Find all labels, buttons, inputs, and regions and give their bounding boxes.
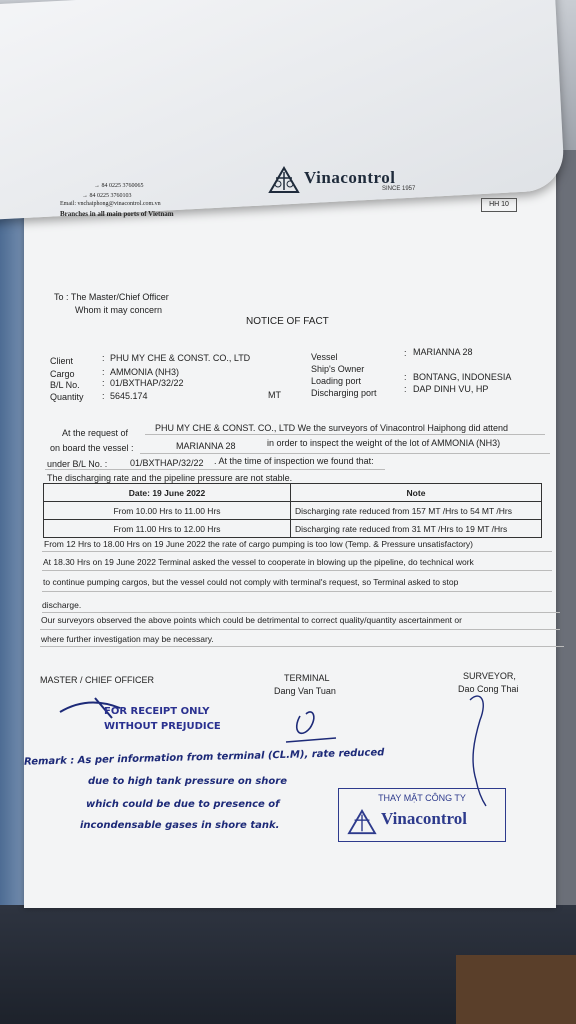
table-cell-time: From 10.00 Hrs to 11.00 Hrs bbox=[44, 502, 291, 520]
table-cell-time: From 11.00 Hrs to 12.00 Hrs bbox=[44, 520, 291, 538]
company-stamp-title: THAY MẶT CÔNG TY bbox=[378, 793, 466, 803]
terminal-signature bbox=[286, 712, 336, 742]
vessel-value: MARIANNA 28 bbox=[413, 347, 473, 357]
cargo-label: Cargo bbox=[50, 369, 75, 379]
contact-fax: → 84 0225 3760103 bbox=[82, 193, 132, 199]
to-line: To : The Master/Chief Officer bbox=[54, 292, 169, 302]
remark-line1: Remark : As per information from terminal (CL.M), rate reduced bbox=[23, 747, 385, 768]
concern-line: Whom it may concern bbox=[75, 305, 163, 315]
table-header-note: Note bbox=[291, 484, 542, 502]
cargo-value: AMMONIA (NH3) bbox=[110, 367, 180, 377]
vessel-label: Vessel bbox=[311, 352, 338, 362]
quantity-unit: MT bbox=[268, 390, 281, 400]
receipt-stamp-line2: WITHOUT PREJUDICE bbox=[104, 721, 221, 732]
signature-terminal: TERMINAL bbox=[284, 673, 330, 683]
body-line1-b: PHU MY CHE & CONST. CO., LTD We the surveyors of Vinacontrol Haiphong did attend bbox=[155, 423, 508, 433]
bl-label: B/L No. bbox=[50, 380, 80, 390]
company-stamp-name: Vinacontrol bbox=[381, 809, 467, 828]
signature-surveyor: SURVEYOR, bbox=[463, 671, 516, 681]
bl-sep: : bbox=[102, 378, 105, 388]
body-line3-a: under B/L No. : bbox=[47, 459, 108, 469]
body-line2-c: in order to inspect the weight of the lot of AMMONIA (NH3) bbox=[267, 438, 501, 448]
loading-sep: : bbox=[404, 372, 407, 382]
body-line3-c: . At the time of inspection we found that: bbox=[214, 456, 374, 466]
document-title: NOTICE OF FACT bbox=[246, 316, 329, 327]
receipt-stamp-line1: FOR RECEIPT ONLY bbox=[104, 706, 210, 717]
company-stamp bbox=[338, 788, 506, 842]
loading-value: BONTANG, INDONESIA bbox=[413, 372, 512, 382]
client-label: Client bbox=[50, 356, 74, 366]
after-p4: discharge. bbox=[42, 600, 82, 610]
client-value-sep: : bbox=[102, 353, 105, 363]
remark-line2: due to high tank pressure on shore bbox=[88, 776, 287, 787]
after-p6: where further investigation may be necessary. bbox=[41, 634, 214, 644]
quantity-label: Quantity bbox=[50, 392, 84, 402]
client-value: PHU MY CHE & CONST. CO., LTD bbox=[110, 353, 251, 363]
body-line1-a: At the request of bbox=[62, 428, 129, 438]
owner-label: Ship's Owner bbox=[311, 364, 365, 374]
logo-since: SINCE 1957 bbox=[382, 186, 416, 192]
signature-surveyor-name: Dao Cong Thai bbox=[458, 684, 519, 694]
remark-line4: incondensable gases in shore tank. bbox=[80, 820, 280, 831]
body-line4: The discharging rate and the pipeline pressure are not stable. bbox=[47, 473, 293, 483]
discharging-value: DAP DINH VU, HP bbox=[413, 384, 489, 394]
contact-email: Email: vnchaiphong@vinacontrol.com.vn bbox=[60, 201, 161, 207]
remark-line3: which could be due to presence of bbox=[86, 799, 280, 810]
form-code-box: HH 10 bbox=[481, 198, 517, 212]
discharging-sep: : bbox=[404, 384, 407, 394]
vessel-sep: : bbox=[404, 348, 407, 358]
cargo-sep: : bbox=[102, 367, 105, 377]
signature-master: MASTER / CHIEF OFFICER bbox=[40, 675, 155, 685]
after-p5: Our surveyors observed the above points which could be detrimental to correct quality/quantity ascertainment or bbox=[41, 615, 462, 625]
body-line2-a: on board the vessel : bbox=[50, 443, 134, 453]
after-p3: to continue pumping cargos, but the vessel could not comply with terminal's request, so Terminal asked to stop bbox=[43, 577, 459, 587]
quantity-value: 5645.174 bbox=[110, 391, 148, 401]
balance-scale-icon bbox=[347, 809, 377, 835]
contact-phone: → 84 0225 3760065 bbox=[94, 183, 144, 189]
branches-line: Branches in all main ports of Vietnam bbox=[60, 210, 174, 218]
bl-value: 01/BXTHAP/32/22 bbox=[110, 378, 184, 388]
table-cell-note: Discharging rate reduced from 31 MT /Hrs to 19 MT /Hrs bbox=[291, 520, 542, 538]
table-header-date: Date: 19 June 2022 bbox=[44, 484, 291, 502]
discharging-label: Discharging port bbox=[311, 388, 377, 398]
after-p1: From 12 Hrs to 18.00 Hrs on 19 June 2022 the rate of cargo pumping is too low (Temp. & Pressure unsatisfactory) bbox=[44, 539, 473, 549]
table-cell-note: Discharging rate reduced from 157 MT /Hrs to 54 MT /Hrs bbox=[291, 502, 542, 520]
quantity-sep: : bbox=[102, 391, 105, 401]
body-line2-b: MARIANNA 28 bbox=[176, 441, 236, 451]
loading-label: Loading port bbox=[311, 376, 362, 386]
signature-terminal-name: Dang Van Tuan bbox=[274, 686, 336, 696]
logo-name: Vinacontrol bbox=[304, 168, 396, 187]
after-p2: At 18.30 Hrs on 19 June 2022 Terminal asked the vessel to cooperate in blowing up the pipeline, do technical work bbox=[43, 557, 474, 567]
body-line3-b: 01/BXTHAP/32/22 bbox=[130, 458, 204, 468]
